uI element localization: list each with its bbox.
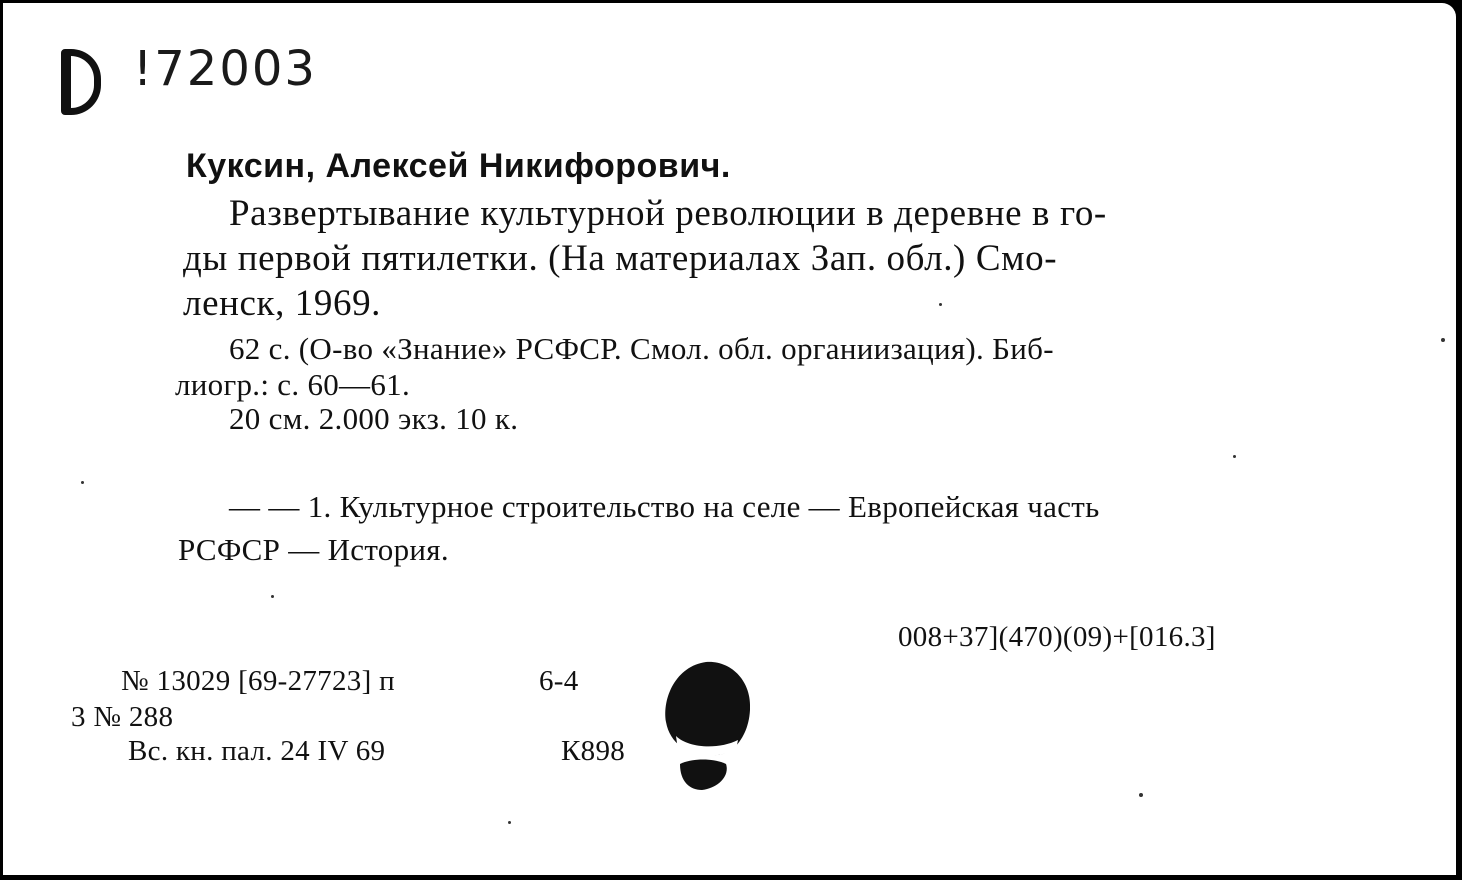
record-number-line: № 13029 [69-27723] п: [121, 665, 395, 697]
stamp-letter-d-icon: [61, 49, 101, 115]
speck: [939, 303, 942, 306]
speck: [1139, 793, 1143, 797]
title-line-2: ды первой пятилетки. (На материалах Зап. обл.) Смо-: [183, 238, 1058, 279]
author-code: К898: [561, 735, 626, 767]
ink-blot-icon: [658, 658, 758, 798]
collation-line-2: лиогр.: с. 60—61.: [175, 367, 410, 402]
order-number-line: 3 № 288: [71, 701, 174, 733]
title-line-3: ленск, 1969.: [183, 283, 382, 324]
author-heading: Куксин, Алексей Никифорович.: [186, 147, 731, 185]
title-line-1: Развертывание культурной революции в деревне в го-: [229, 193, 1107, 234]
subject-line-1: — — 1. Культурное строительство на селе — Европейская часть: [229, 489, 1100, 524]
speck: [81, 481, 84, 484]
speck: [508, 821, 511, 824]
speck: [1441, 338, 1445, 342]
subject-line-2: РСФСР — История.: [178, 532, 449, 567]
stamp-number: !72003: [133, 41, 317, 97]
record-code: 6-4: [539, 665, 579, 697]
collation-line-1: 62 с. (О-во «Знание» РСФСР. Смол. обл. органиизация). Биб-: [229, 331, 1054, 366]
catalog-card: [3, 3, 1456, 875]
speck: [1233, 455, 1236, 458]
collation-line-3: 20 см. 2.000 экз. 10 к.: [229, 401, 519, 436]
classification-code: 008+37](470)(09)+[016.3]: [898, 621, 1216, 653]
book-chamber-line: Вс. кн. пал. 24 IV 69: [128, 735, 386, 767]
speck: [271, 595, 274, 598]
